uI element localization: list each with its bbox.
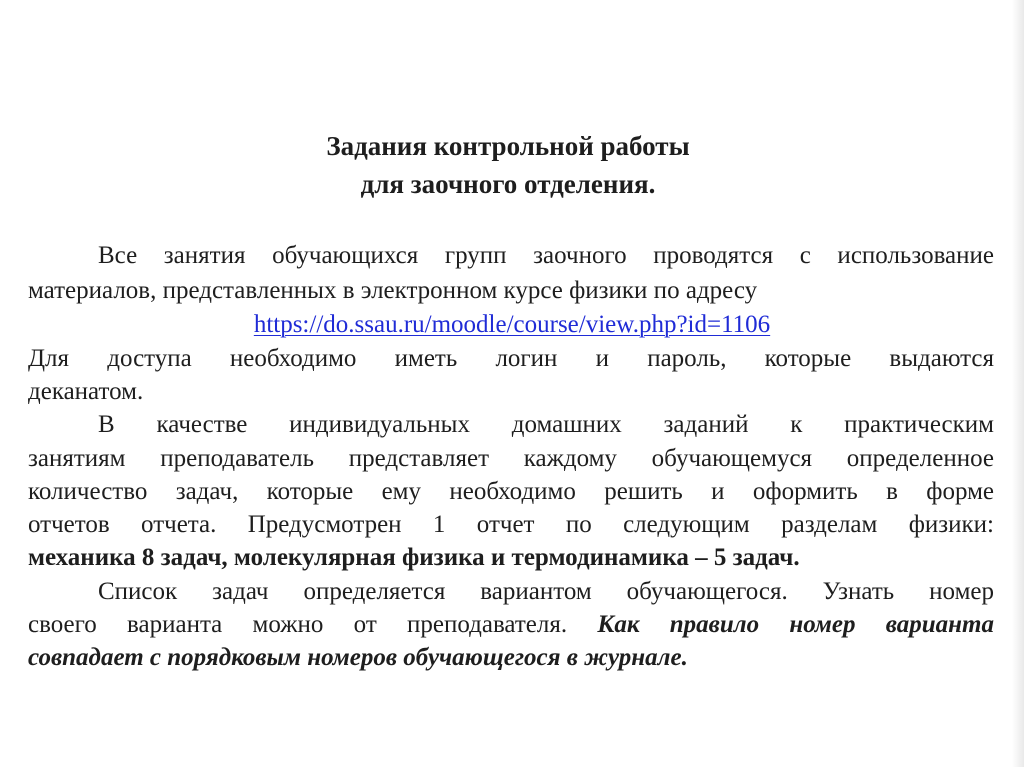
document-title-line-1: Задания контрольной работы [326,131,690,161]
paragraph-3-line-4: отчетов отчета. Предусмотрен 1 отчет по следующим разделам физики: [28,511,994,538]
course-link-line [0,310,1024,340]
paragraph-4-line-2-emphasis: Как правило номер варианта [597,611,994,638]
paragraph-4-line-3-emphasis: совпадает с порядковым номеров обучающегося в журнале. [28,644,688,671]
course-url-link[interactable]: https://do.ssau.ru/moodle/course/view.php?id=1106 [253,311,771,338]
page-edge-shadow [1012,0,1024,767]
paragraph-3-line-3: количество задач, которые ему необходимо решить и оформить в форме [28,478,994,505]
paragraph-3-line-2: занятиям преподаватель представляет каждому обучающемуся определенное [28,445,994,472]
paragraph-4-line-2 [28,610,994,640]
paragraph-2-line-2: деканатом. [28,378,144,405]
paragraph-3-line-5-bold: механика 8 задач, молекулярная физика и термодинамика – 5 задач. [28,544,800,571]
paragraph-3-line-1: В качестве индивидуальных домашних заданий к практическим [98,411,994,438]
paragraph-1-line-2: материалов, представленных в электронном курсе физики по адресу [28,277,758,304]
paragraph-1-line-1: Все занятия обучающихся групп заочного проводятся с использование [98,242,994,269]
document-title-line-2: для заочного отделения. [360,169,656,199]
paragraph-2-line-1: Для доступа необходимо иметь логин и пароль, которые выдаются [28,345,994,372]
paragraph-4-line-2-plain: своего варианта можно от преподавателя. [28,611,598,638]
paragraph-4-line-1: Список задач определяется вариантом обучающегося. Узнать номер [98,578,994,605]
